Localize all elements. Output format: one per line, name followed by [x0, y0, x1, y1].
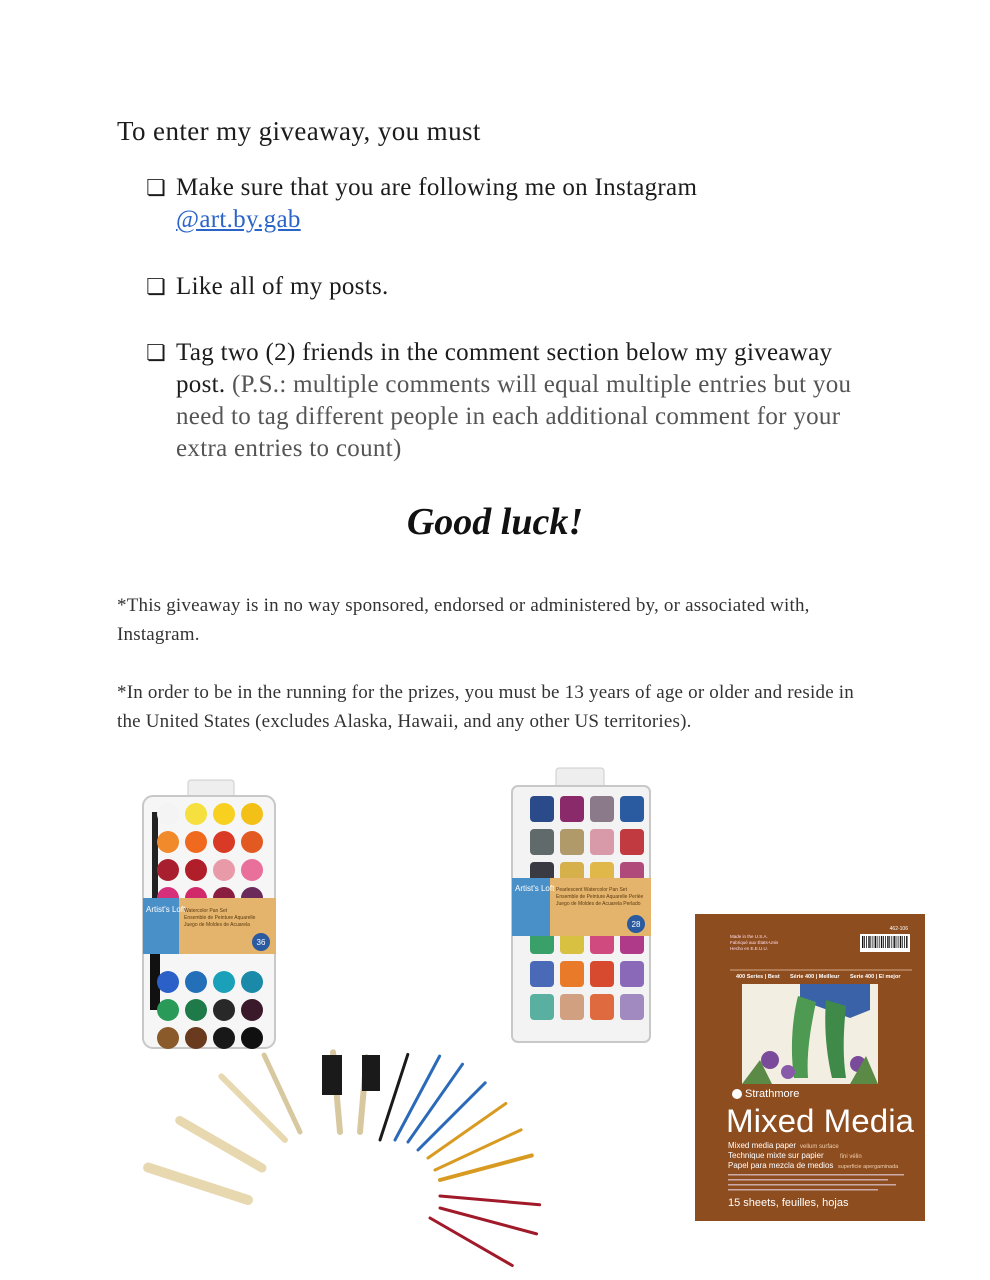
requirement-like	[146, 271, 866, 303]
paint-pan	[157, 803, 179, 825]
barcode-bar	[898, 936, 899, 948]
paint-pan	[560, 829, 584, 855]
requirement-text: Make sure that you are following me on Instagram	[176, 174, 698, 201]
paint-pan	[241, 1027, 263, 1049]
pad-code: 462-106	[889, 926, 908, 932]
pad-sheets: 15 sheets, feuilles, hojas	[728, 1197, 849, 1209]
pad-sub3: Papel para mezcla de medios	[728, 1161, 834, 1170]
barcode-bar	[904, 936, 905, 948]
palette-brand: Artist's Loft	[515, 884, 555, 893]
pad-series-fr: Série 400 | Meilleur	[790, 974, 840, 980]
good-luck-heading: Good luck!	[406, 501, 584, 543]
paint-pan	[620, 961, 644, 987]
barcode-bar	[866, 936, 867, 948]
paint-pan	[241, 803, 263, 825]
paint-pan	[157, 859, 179, 881]
paint-pan	[560, 994, 584, 1020]
disclaimer-eligibility: *In order to be in the running for the prizes, you must be 13 years of age or older and reside in the United States (excludes Alaska, Hawaii, and any other US territories).	[117, 682, 854, 732]
paint-pan	[213, 859, 235, 881]
barcode-bar	[889, 936, 890, 948]
pad-origin1: Made in the U.S.A.	[730, 934, 768, 939]
palette-brand: Artist's Loft	[146, 905, 186, 914]
paint-pan	[185, 803, 207, 825]
paint-pan	[213, 999, 235, 1021]
watercolor-palette-36	[143, 780, 276, 1049]
brush	[435, 1130, 521, 1170]
barcode-bar	[879, 936, 880, 948]
requirement-text: Tag two (2) friends in the comment section below my giveaway post.	[176, 339, 833, 398]
paint-pan	[185, 859, 207, 881]
paint-pan	[560, 961, 584, 987]
paint-pan	[185, 999, 207, 1021]
brush	[428, 1104, 506, 1158]
barcode-bar	[862, 936, 863, 948]
paint-pan	[241, 999, 263, 1021]
checkbox-icon: ❏	[146, 176, 167, 201]
paint-pan	[185, 831, 207, 853]
paint-pan	[157, 831, 179, 853]
palette-badge: 36	[256, 938, 266, 947]
paint-pan	[560, 796, 584, 822]
barcode-bar	[906, 936, 907, 948]
prize-images	[0, 760, 990, 1280]
palette-line2: Ensemble de Peinture Aquarelle Perlée	[556, 894, 644, 900]
brush	[440, 1196, 540, 1205]
foam-brush	[362, 1055, 380, 1091]
barcode-bar	[864, 936, 865, 948]
foam-brush	[322, 1055, 342, 1095]
palette-line3: Juego de Moldes de Acuarela	[184, 922, 250, 928]
paint-pan	[530, 994, 554, 1020]
paint-pan	[213, 971, 235, 993]
checkbox-icon: ❏	[146, 341, 167, 366]
pad-origin3: Hecho en E.E.U.U.	[730, 946, 769, 951]
brush	[148, 1168, 248, 1200]
requirement-follow	[146, 172, 866, 236]
paint-pan	[185, 1027, 207, 1049]
requirement-text: Like all of my posts.	[176, 273, 389, 300]
barcode-bar	[868, 936, 869, 948]
paint-pan	[213, 831, 235, 853]
paint-pan	[530, 829, 554, 855]
pad-sub3b: superficie apergaminada	[838, 1164, 899, 1170]
pad-sub1: Mixed media paper	[728, 1141, 797, 1150]
barcode-bar	[877, 936, 878, 948]
requirement-tag	[146, 337, 866, 465]
paint-pan	[590, 796, 614, 822]
paint-pan	[620, 796, 644, 822]
palette-badge: 28	[631, 920, 641, 929]
barcode-bar	[875, 936, 876, 948]
pad-sub1b: vellum surface	[800, 1144, 839, 1150]
brush	[180, 1121, 262, 1169]
paint-pan	[590, 961, 614, 987]
paint-pan	[213, 1027, 235, 1049]
palette-line3: Juego de Moldes de Acuarela Perlado	[556, 901, 641, 907]
brush	[440, 1208, 537, 1234]
pad-brand: Strathmore	[745, 1088, 800, 1100]
pad-sub2: Technique mixte sur papier	[728, 1151, 824, 1160]
paint-pan	[157, 1027, 179, 1049]
barcode-bar	[896, 936, 897, 948]
brush	[380, 1054, 408, 1140]
paint-pan	[620, 994, 644, 1020]
paint-pan	[530, 796, 554, 822]
paint-pan	[530, 961, 554, 987]
barcode-bar	[887, 936, 888, 948]
disclaimer-instagram: *This giveaway is in no way sponsored, endorsed or administered by, or associated with, Instagram.	[117, 595, 810, 645]
paint-pan	[241, 859, 263, 881]
barcode-bar	[885, 936, 886, 948]
requirement-note: (P.S.: multiple comments will equal multiple entries but you need to tag different people in each additional comment for your extra entries to count)	[176, 371, 852, 462]
palette-line2: Ensemble de Peinture Aquarelle	[184, 915, 256, 921]
mixed-media-pad	[695, 914, 925, 1221]
barcode-bar	[900, 936, 901, 948]
pad-series: 400 Series | Best	[736, 974, 780, 980]
palette-line1: Watercolor Pan Set	[184, 908, 228, 914]
barcode-bar	[883, 936, 884, 948]
barcode-bar	[881, 936, 882, 948]
pad-series-es: Serie 400 | El mejor	[850, 974, 901, 980]
paint-pan	[590, 994, 614, 1020]
paint-pan	[157, 999, 179, 1021]
brush	[440, 1155, 532, 1180]
paint-pan	[241, 831, 263, 853]
paint-pan	[620, 829, 644, 855]
brush-set	[148, 1052, 539, 1265]
barcode-bar	[894, 936, 895, 948]
paint-pan	[157, 971, 179, 993]
pad-title: Mixed Media	[726, 1103, 915, 1139]
palette-line1: Pearlescent Watercolor Pan Set	[556, 887, 627, 893]
checkbox-icon: ❏	[146, 275, 167, 300]
pad-origin2: Fabriqué aux États-Unis	[730, 940, 779, 945]
barcode-bar	[902, 936, 903, 948]
paint-pan	[590, 829, 614, 855]
intro-heading: To enter my giveaway, you must	[117, 116, 481, 146]
brush	[221, 1076, 285, 1140]
pad-sub2b: fini vélin	[840, 1154, 862, 1160]
barcode-bar	[870, 936, 871, 948]
barcode-bar	[873, 936, 874, 948]
paint-pan	[185, 971, 207, 993]
paint-pan	[241, 971, 263, 993]
instagram-handle-link[interactable]: @art.by.gab	[176, 206, 301, 233]
pearlescent-palette-28	[512, 768, 651, 1042]
barcode-bar	[891, 936, 892, 948]
paint-pan	[213, 803, 235, 825]
